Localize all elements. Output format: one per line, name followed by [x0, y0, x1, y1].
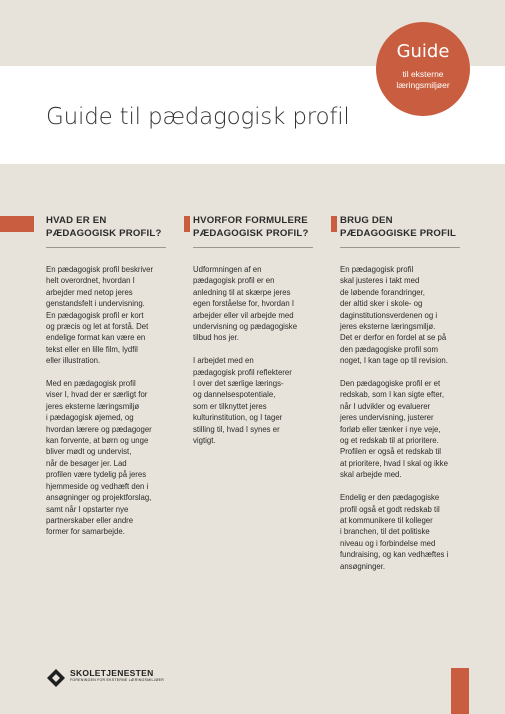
logo-name: SKOLETJENESTEN [70, 668, 154, 678]
column-accent-1 [0, 216, 34, 232]
column-rule-3 [340, 247, 460, 248]
column-rule-1 [46, 247, 166, 248]
column-body-3 [340, 264, 470, 583]
column-accent-2 [184, 216, 190, 232]
logo-mark-icon [46, 668, 66, 688]
badge-title: Guide [396, 41, 450, 62]
skoletjenesten-logo [46, 668, 164, 690]
paragraph: Udformningen af en pædagogisk profil er en anledning til at skærpe jeres egen forståelse for, hvordan I arbejder eller vil arbejde med undervisning og pædagogiske tilbud hos jer. [193, 265, 298, 343]
paragraph: En pædagogisk profil skal justeres i takt med de løbende forandringer, der altid sker i skole- og daginstitutionsverdenen og i jeres eksterne læringsmiljø. Det er derfor en fordel at se på den pædagogiske profil som noget, I kan tage op til revision. [340, 265, 448, 366]
page-title: Guide til pædagogisk profil [46, 104, 350, 130]
paragraph: Den pædagogiske profil er et redskab, som I kan sigte efter, når I udvikler og evaluerer jeres undervisning, justerer forløb eller tænker i nye veje, og et redskab til at prioritere. Profilen er også et redskab til at prioritere, hvad I skal og ikke skal arbejde med. [340, 379, 448, 480]
badge-subtitle: til eksterne læringsmiljøer [396, 69, 450, 90]
logo-tagline: FORENINGEN FOR EKSTERNE LÆRINGSMILJØER [70, 678, 165, 682]
column-accent-3 [331, 216, 337, 232]
column-heading-3: BRUG DEN PÆDAGOGISKE PROFIL [340, 215, 457, 239]
paragraph: Endelig er den pædagogiske profil også et godt redskab til at kommunikere til kolleger i branchen, til det politiske niveau og i forbindelse med fundraising, og kan vedhæftes i ansøgninger. [340, 493, 449, 571]
bottom-accent-bar [451, 668, 469, 714]
paragraph: En pædagogisk profil beskriver helt overordnet, hvordan I arbejder med netop jeres genstandsfelt i undervisning. En pædagogisk profil er kort og præcis og let at forstå. Det endelige format kan være en tekst eller en lille film, lydfil eller illustration. [46, 265, 154, 366]
column-body-1 [46, 264, 171, 549]
column-heading-1: HVAD ER EN PÆDAGOGISK PROFIL? [46, 215, 162, 239]
guide-badge [376, 22, 470, 116]
column-rule-2 [193, 247, 313, 248]
paragraph: Med en pædagogisk profil viser I, hvad der er særligt for jeres eksterne læringsmiljø i pædagogisk øjemed, og hvordan lærere og pædagoger kan forvente, at børn og unge bliver mødt og undervist, når de besøger jer. Lad profilen være tydelig på jeres hjemmeside og vedhæft den i ansøgninger og projektforslag, samt når I opstarter nye partnerskaber eller andre former for samarbejde. [46, 379, 152, 537]
column-heading-2: HVORFOR FORMULERE PÆDAGOGISK PROFIL? [193, 215, 309, 239]
paragraph: I arbejdet med en pædagogisk profil reflekterer I over det særlige lærings- og dannelsespotentiale, som er tilknyttet jeres kulturinstitution, og I tager stilling til, hvad I synes er vigtigt. [193, 356, 292, 446]
column-body-2 [193, 264, 318, 458]
